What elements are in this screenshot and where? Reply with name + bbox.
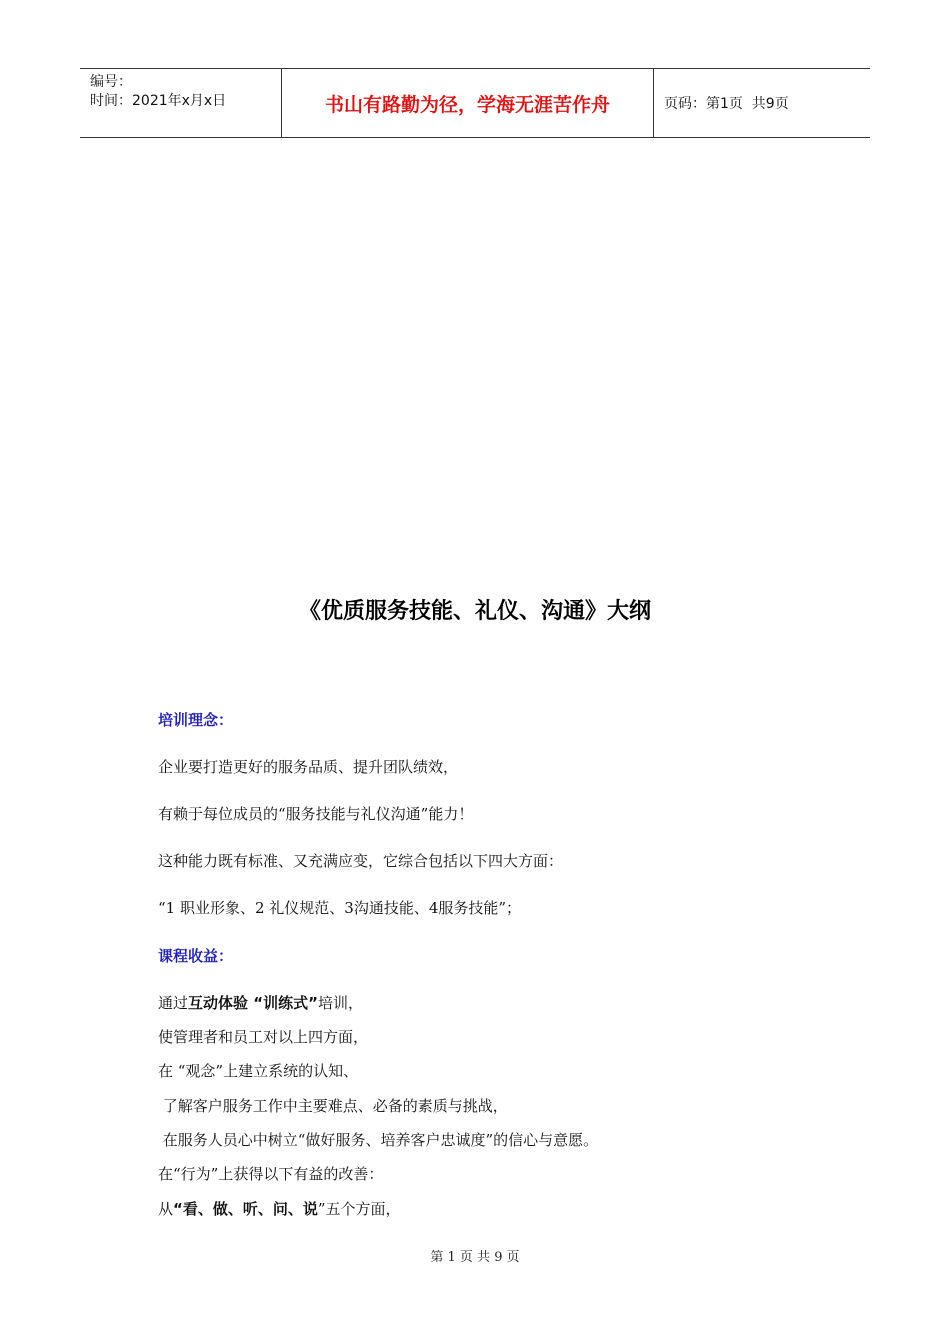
section-heading-course-benefits: 课程收益：: [158, 947, 234, 965]
paragraph-line: [158, 1198, 401, 1219]
paragraph-line: 了解客户服务工作中主要难点、必备的素质与挑战，: [158, 1097, 508, 1115]
paragraph-line: 这种能力既有标准、又充满应变，它综合包括以下四大方面：: [158, 852, 564, 870]
page-footer: 第 1 页 共 9 页: [430, 1250, 520, 1265]
paragraph-line: 使管理者和员工对以上四方面，: [158, 1028, 369, 1046]
document-date-label: 时间：2021年x月x日: [90, 93, 227, 109]
paragraph-line: 在“行为”上获得以下有益的改善：: [158, 1165, 384, 1183]
header-motto: 书山有路勤为径，学海无涯苦作舟: [281, 69, 654, 137]
line-text: ”五个方面，: [317, 1200, 401, 1218]
header-page-label: 页码：第1页 共9页: [664, 96, 789, 112]
paragraph-line: “1 职业形象、2 礼仪规范、3沟通技能、4服务技能”；: [158, 899, 522, 917]
document-number-label: 编号：: [90, 74, 132, 90]
paragraph-line: 在 “观念”上建立系统的认知、: [158, 1062, 359, 1080]
line-text: 通过: [158, 994, 189, 1012]
line-bold-text: 互动体验 “训练式”: [188, 994, 318, 1012]
line-bold-text: “看、做、听、问、说: [173, 1200, 318, 1218]
paragraph-line: 有赖于每位成员的“服务技能与礼仪沟通”能力！: [158, 805, 474, 823]
paragraph-line: 企业要打造更好的服务品质、提升团队绩效，: [158, 758, 459, 776]
paragraph-line: 在服务人员心中树立“做好服务、培养客户忠诚度”的信心与意愿。: [158, 1131, 599, 1149]
paragraph-line: [158, 992, 363, 1013]
line-text: 培训，: [317, 994, 363, 1012]
header-meta: [80, 69, 281, 137]
document-title: 《优质服务技能、礼仪、沟通》大纲: [298, 599, 651, 624]
header-page-info: [654, 69, 870, 137]
page-header: [80, 68, 870, 138]
section-heading-training-philosophy: 培训理念：: [158, 711, 234, 729]
line-text: 从: [158, 1200, 174, 1218]
